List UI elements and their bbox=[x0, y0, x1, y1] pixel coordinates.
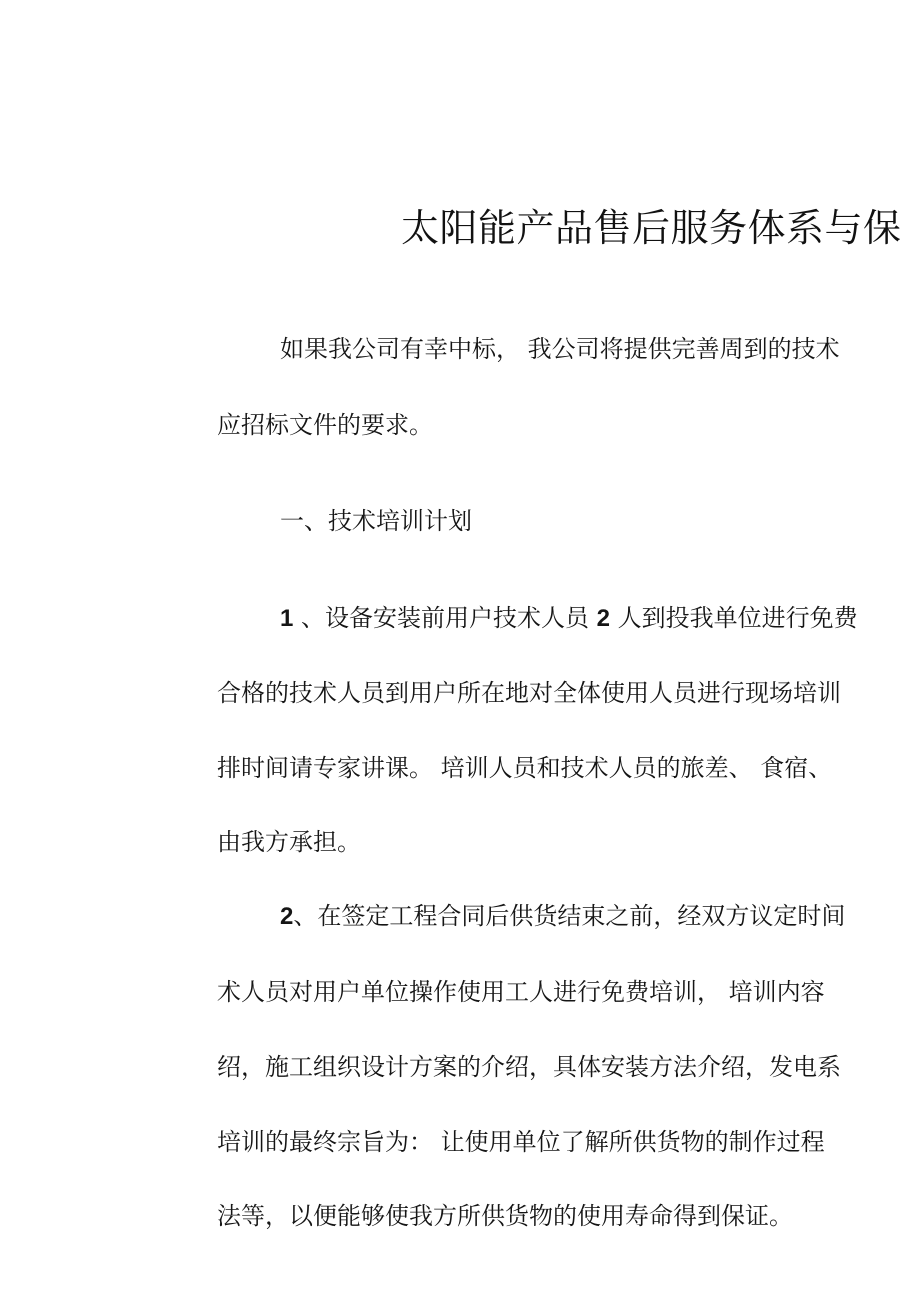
intro-paragraph-line-1: 如果我公司有幸中标， 我公司将提供完善周到的技术 bbox=[280, 335, 840, 363]
item-1-line-1 bbox=[280, 602, 858, 635]
item-2-line-1 bbox=[280, 900, 845, 933]
item-2-line-2: 术人员对用户单位操作使用工人进行免费培训， 培训内容 bbox=[217, 978, 825, 1006]
item-2-text: 、在签定工程合同后供货结束之前，经双方议定时间 bbox=[293, 902, 846, 930]
item-1-text-a: 、设备安装前用户技术人员 bbox=[293, 604, 597, 632]
item-1-line-4: 由我方承担。 bbox=[217, 828, 361, 856]
item-1-number: 1 bbox=[280, 605, 294, 632]
item-1-text-b: 人到投我单位进行免费 bbox=[609, 604, 858, 632]
document-title: 太阳能产品售后服务体系与保 bbox=[401, 206, 902, 250]
item-1-count: 2 bbox=[596, 605, 610, 632]
item-2-number: 2 bbox=[280, 903, 294, 930]
item-2-line-5: 法等，以便能够使我方所供货物的使用寿命得到保证。 bbox=[217, 1202, 793, 1230]
item-1-line-3: 排时间请专家讲课。 培训人员和技术人员的旅差、 食宿、 bbox=[217, 754, 833, 782]
item-1-line-2: 合格的技术人员到用户所在地对全体使用人员进行现场培训 bbox=[217, 679, 841, 707]
section-heading-technical-training: 一、技术培训计划 bbox=[280, 507, 472, 535]
item-2-line-4: 培训的最终宗旨为： 让使用单位了解所供货物的制作过程 bbox=[217, 1128, 825, 1156]
item-2-line-3: 绍，施工组织设计方案的介绍，具体安装方法介绍，发电系 bbox=[217, 1053, 841, 1081]
intro-paragraph-line-2: 应招标文件的要求。 bbox=[217, 411, 433, 439]
